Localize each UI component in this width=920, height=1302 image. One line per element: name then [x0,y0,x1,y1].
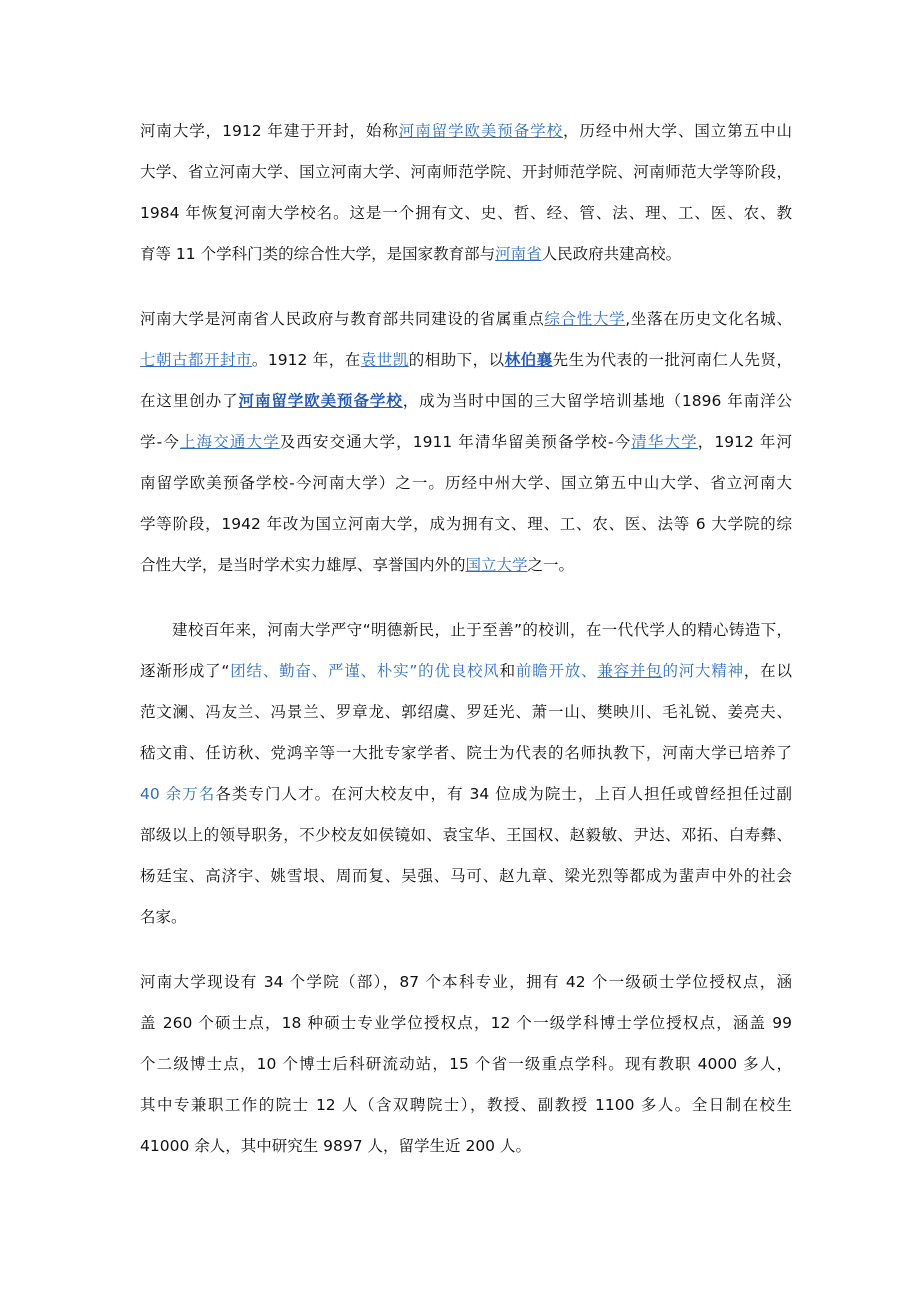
bold-hyperlink[interactable]: 河南留学欧美预备学校 [238,392,403,410]
text: 名家。 [140,908,187,926]
text: 41000 余人，其中研究生 9897 人，留学生近 200 人。 [140,1137,531,1155]
paragraph [140,965,792,1170]
text-line [140,695,792,736]
text: 大学、省立河南大学、国立河南大学、河南师范学院、开封师范学院、河南师范大学等阶段， [140,163,792,181]
hyperlink[interactable]: 国立大学 [465,556,528,574]
text: 建校百年来，河南大学严守“明德新民，止于至善”的校训，在一代代学人的精心铸造下， [172,621,792,639]
text: 。1912 年，在 [251,351,361,369]
text: 1984 年恢复河南大学校名。这是一个拥有文、史、哲、经、管、法、理、工、医、农、教 [140,204,792,222]
text-line [140,425,792,466]
text-line [140,965,792,1006]
paragraph [140,302,792,589]
text: 嵇文甫、任访秋、党鸿辛等一大批专家学者、院士为代表的名师执教下，河南大学已培养了 [140,744,792,762]
text-line [140,654,792,695]
text-line [140,466,792,507]
text: 和 [499,662,516,680]
text: ，历经中州大学、国立第五中山 [563,122,792,140]
text: 盖 260 个硕士点，18 种硕士专业学位授权点，12 个一级学科博士学位授权点，涵盖 99 [140,1014,792,1032]
text: 部级以上的领导职务，不少校友如侯镜如、袁宝华、王国权、赵毅敏、尹达、邓拓、白寿彝、 [140,826,792,844]
text: 合性大学，是当时学术实力雄厚、享誉国内外的 [140,556,466,574]
text: 南留学欧美预备学校-今河南大学）之一。历经中州大学、国立第五中山大学、省立河南大 [140,474,792,492]
paragraph [140,613,792,941]
highlighted-text: 前瞻开放、 [515,662,598,680]
text: 其中专兼职工作的院士 12 人（含双聘院士），教授、副教授 1100 多人。全日制在校生 [140,1096,792,1114]
text-line [140,736,792,777]
document-body [140,114,792,1194]
text-line [140,1006,792,1047]
text-line [140,302,792,343]
hyperlink[interactable]: 河南省 [495,245,542,263]
text: 河南大学，1912 年建于开封，始称 [140,122,399,140]
text: 学等阶段，1942 年改为国立河南大学，成为拥有文、理、工、农、医、法等 6 大学院的综 [140,515,792,533]
text: 在这里创办了 [140,392,239,410]
text-line [140,196,792,237]
hyperlink[interactable]: 袁世凯 [360,351,409,369]
hyperlink[interactable]: 七朝古都开封市 [140,351,252,369]
text: 河南大学现设有 34 个学院（部），87 个本科专业，拥有 42 个一级硕士学位授权点，涵 [140,973,792,991]
text: 河南大学是河南省人民政府与教育部共同建设的省属重点 [140,310,545,328]
hyperlink[interactable]: 上海交通大学 [179,433,280,451]
text-line [140,1129,792,1170]
text: 杨廷宝、高济宇、姚雪垠、周而复、吴强、马可、赵九章、梁光烈等都成为蜚声中外的社会 [140,867,792,885]
text-line [140,237,792,278]
text-line [140,1088,792,1129]
text: ，在以 [743,662,792,680]
highlighted-text: 团结、勤奋、严谨、朴实”的优良校风 [229,662,500,680]
text-line [140,1047,792,1088]
text: 及西安交通大学，1911 年清华留美预备学校-今 [279,433,632,451]
text: 逐渐形成了“ [140,662,230,680]
hyperlink[interactable]: 兼容并包 [597,662,663,680]
hyperlink[interactable]: 综合性大学 [544,310,626,328]
text-line [140,818,792,859]
highlighted-text: 40 余万名 [140,785,216,803]
text-line [140,900,792,941]
text-line [140,384,792,425]
text-line [140,777,792,818]
text-line [140,155,792,196]
text: 范文澜、冯友兰、冯景兰、罗章龙、郭绍虞、罗廷光、萧一山、樊映川、毛礼锐、姜亮夫、 [140,703,792,721]
paragraph [140,114,792,278]
text: 各类专门人才。在河大校友中，有 34 位成为院士，上百人担任或曾经担任过副 [215,785,792,803]
text-line [140,343,792,384]
text: 学-今 [140,433,180,451]
text-line [140,507,792,548]
text: 个二级博士点，10 个博士后科研流动站，15 个省一级重点学科。现有教职 4000 多人， [140,1055,792,1073]
hyperlink[interactable]: 河南留学欧美预备学校 [398,122,563,140]
hyperlink[interactable]: 清华大学 [631,433,698,451]
text-line [140,548,792,589]
text: 人民政府共建高校。 [541,245,682,263]
text: 之一。 [527,556,575,574]
text-line [140,114,792,155]
text-line [140,859,792,900]
text: ,坐落在历史文化名城、 [625,310,792,328]
highlighted-text: 的河大精神 [662,662,744,680]
text-line [140,613,792,654]
text: 先生为代表的一批河南仁人先贤， [552,351,792,369]
text: ，1912 年河 [697,433,793,451]
bold-hyperlink[interactable]: 林伯襄 [504,351,553,369]
text: 育等 11 个学科门类的综合性大学，是国家教育部与 [140,245,496,263]
text: ，成为当时中国的三大留学培训基地（1896 年南洋公 [402,392,792,410]
text: 的相助下，以 [408,351,505,369]
